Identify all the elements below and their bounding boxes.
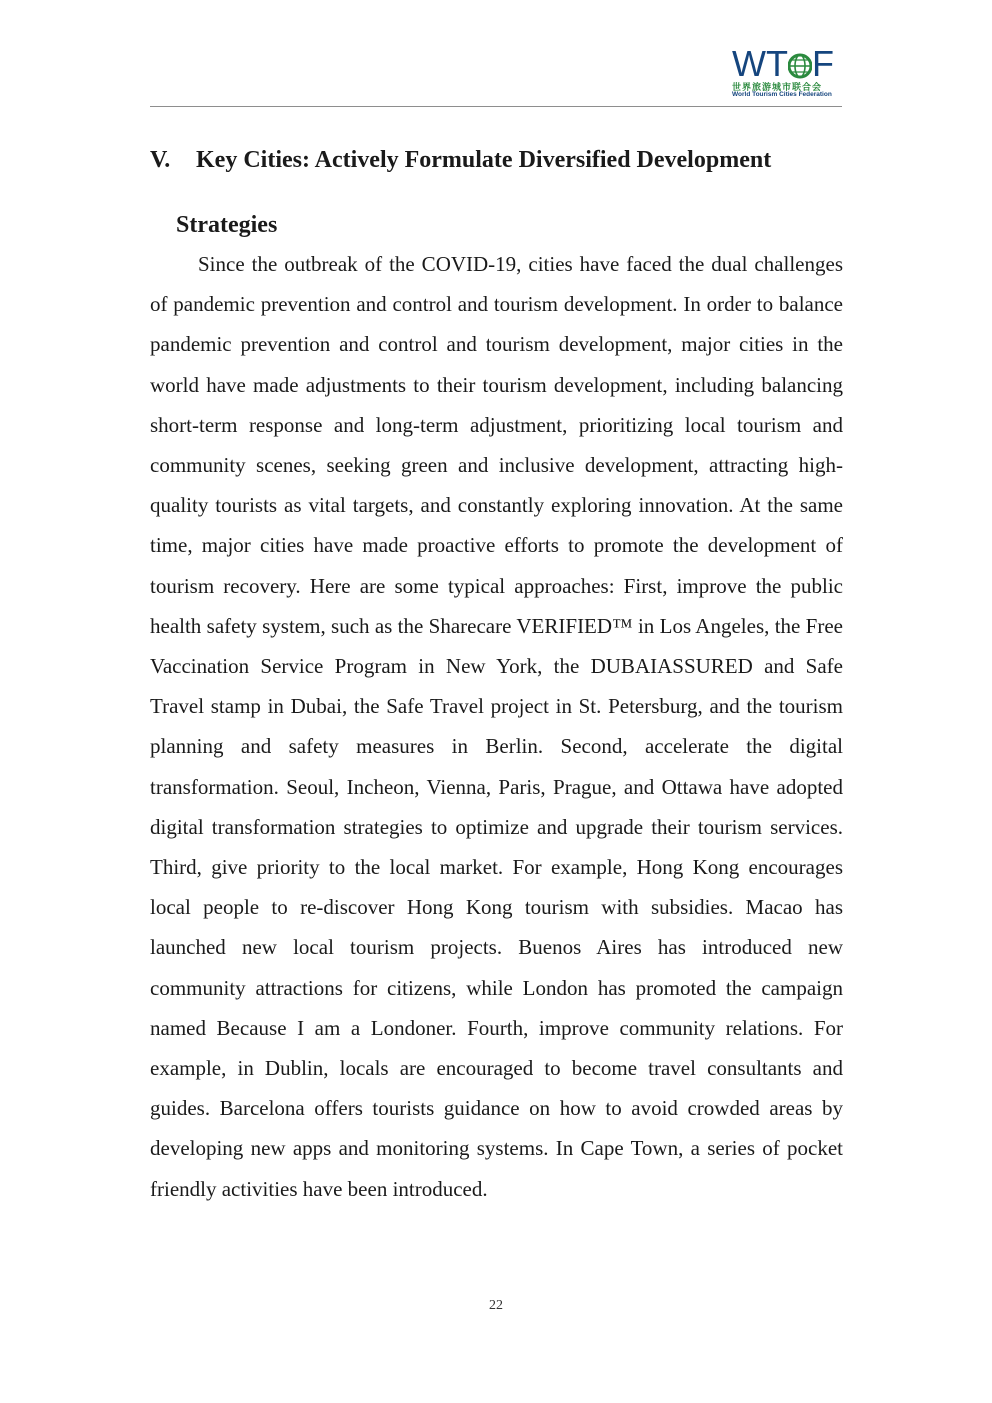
section-number: V. — [150, 147, 171, 173]
logo-wordmark: WT F — [732, 43, 834, 84]
section-title-line2: Strategies — [176, 212, 278, 238]
body-paragraph: Since the outbreak of the COVID-19, cities have faced the dual challenges of pandemic prevention and control and tourism development. In order to balance pandemic prevention and control and tourism development, major cities in the world have made adjustments to their tourism development, including balancing short-term response and long-term adjustment, prioritizing local tourism and community scenes, seeking green and inclusive development, attracting high-quality tourists as vital targets, and constantly exploring innovation. At the same time, major cities have made proactive efforts to promote the development of tourism recovery. Here are some typical approaches: First, improve the public health safety system, such as the Sharecare VERIFIED™ in Los Angeles, the Free Vaccination Service Program in New York, the DUBAIASSURED and Safe Travel stamp in Dubai, the Safe Travel project in St. Petersburg, and the tourism planning and safety measures in Berlin. Second, accelerate the digital transformation. Seoul, Incheon, Vienna, Paris, Prague, and Ottawa have adopted digital transformation strategies to optimize and upgrade their tourism services. Third, give priority to the local market. For example, Hong Kong encourages local people to re-discover Hong Kong tourism with subsidies. Macao has launched new local tourism projects. Buenos Aires has introduced new community attractions for citizens, while London has promoted the campaign named Because I am a Londoner. Fourth, improve community relations. For example, in Dublin, locals are encouraged to become travel consultants and guides. Barcelona offers tourists guidance on how to avoid crowded areas by developing new apps and monitoring systems. In Cape Town, a series of pocket friendly activities have been introduced. — [150, 252, 843, 1201]
wtcf-logo — [728, 43, 844, 98]
logo-chinese-name: 世界旅游城市联合会 — [732, 83, 823, 93]
globe-icon — [788, 52, 812, 80]
header-divider — [150, 106, 842, 107]
section-title-line1: Key Cities: Actively Formulate Diversified Development — [196, 147, 772, 173]
logo-english-name: World Tourism Cities Federation — [732, 91, 832, 98]
page-number: 22 — [489, 1298, 503, 1313]
section-heading — [150, 128, 850, 258]
